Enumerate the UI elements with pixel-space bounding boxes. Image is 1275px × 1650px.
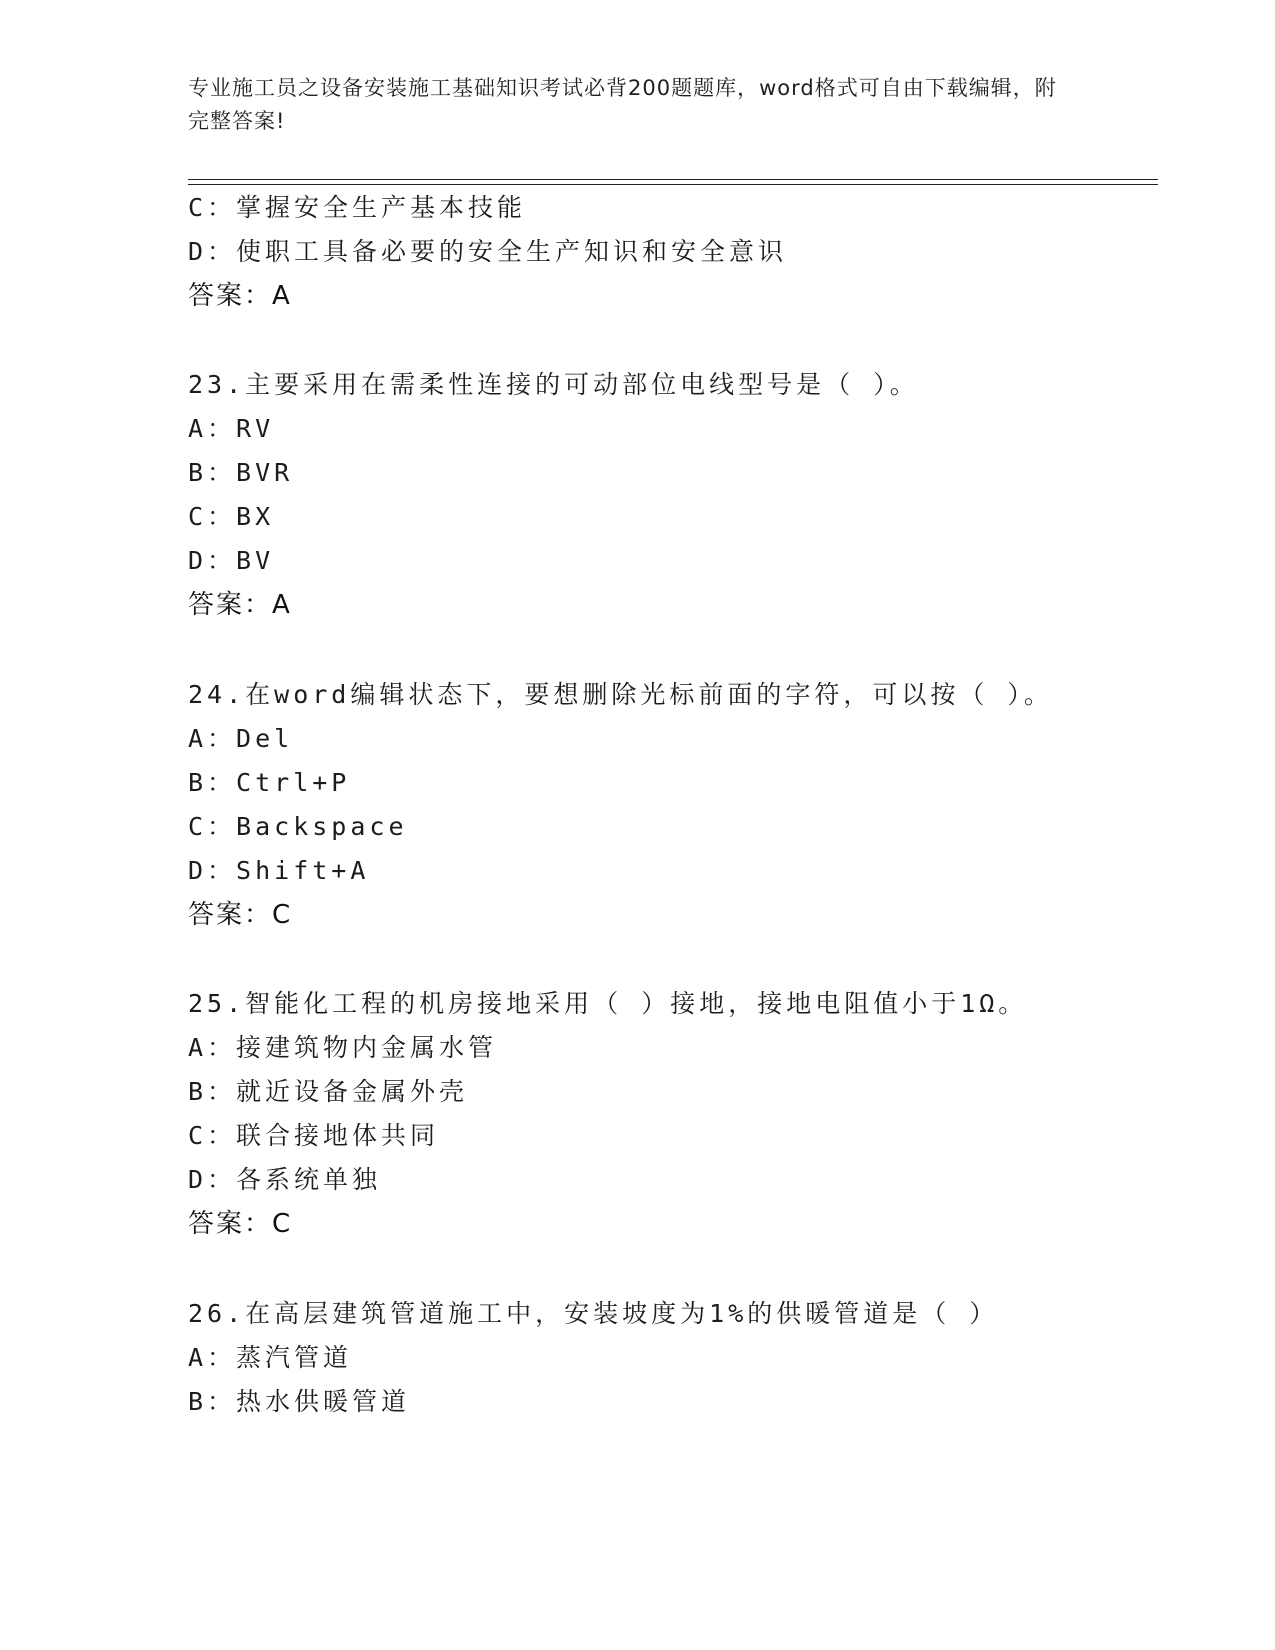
question-23-option-a: A：RV — [188, 414, 275, 443]
prev-option-d: D：使职工具备必要的安全生产知识和安全意识 — [188, 237, 788, 266]
header-divider-top — [188, 179, 1158, 180]
prev-answer: 答案：A — [188, 281, 292, 311]
question-26-stem: 26.在高层建筑管道施工中，安装坡度为1%的供暖管道是（ ） — [188, 1299, 999, 1328]
prev-option-c: C：掌握安全生产基本技能 — [188, 193, 527, 222]
question-23-option-c: C：BX — [188, 502, 275, 531]
question-24-answer: 答案：C — [188, 900, 293, 930]
question-25-stem: 25.智能化工程的机房接地采用（ ）接地，接地电阻值小于1Ω。 — [188, 989, 1028, 1018]
question-24-option-b: B：Ctrl+P — [188, 768, 351, 797]
question-23-stem: 23.主要采用在需柔性连接的可动部位电线型号是（ ）。 — [188, 370, 919, 399]
question-24-option-a: A：Del — [188, 724, 294, 753]
question-26-option-a: A：蒸汽管道 — [188, 1343, 353, 1372]
question-26-option-b: B：热水供暖管道 — [188, 1387, 411, 1416]
question-24-stem: 24.在word编辑状态下，要想删除光标前面的字符，可以按（ ）。 — [188, 680, 1053, 709]
document-title: 专业施工员之设备安装施工基础知识考试必背200题题库，word格式可自由下载编辑，附完整答案! — [188, 76, 1057, 133]
question-25-answer: 答案：C — [188, 1209, 293, 1239]
question-25-option-d: D：各系统单独 — [188, 1165, 382, 1194]
header-divider-bottom — [188, 184, 1158, 185]
question-25-option-c: C：联合接地体共同 — [188, 1121, 440, 1150]
question-25-option-b: B：就近设备金属外壳 — [188, 1077, 469, 1106]
question-25-option-a: A：接建筑物内金属水管 — [188, 1033, 498, 1062]
question-24-option-c: C：Backspace — [188, 812, 408, 841]
question-23-option-d: D：BV — [188, 546, 275, 575]
question-24-option-d: D：Shift+A — [188, 856, 370, 885]
question-23-option-b: B：BVR — [188, 458, 294, 487]
question-23-answer: 答案：A — [188, 590, 292, 620]
